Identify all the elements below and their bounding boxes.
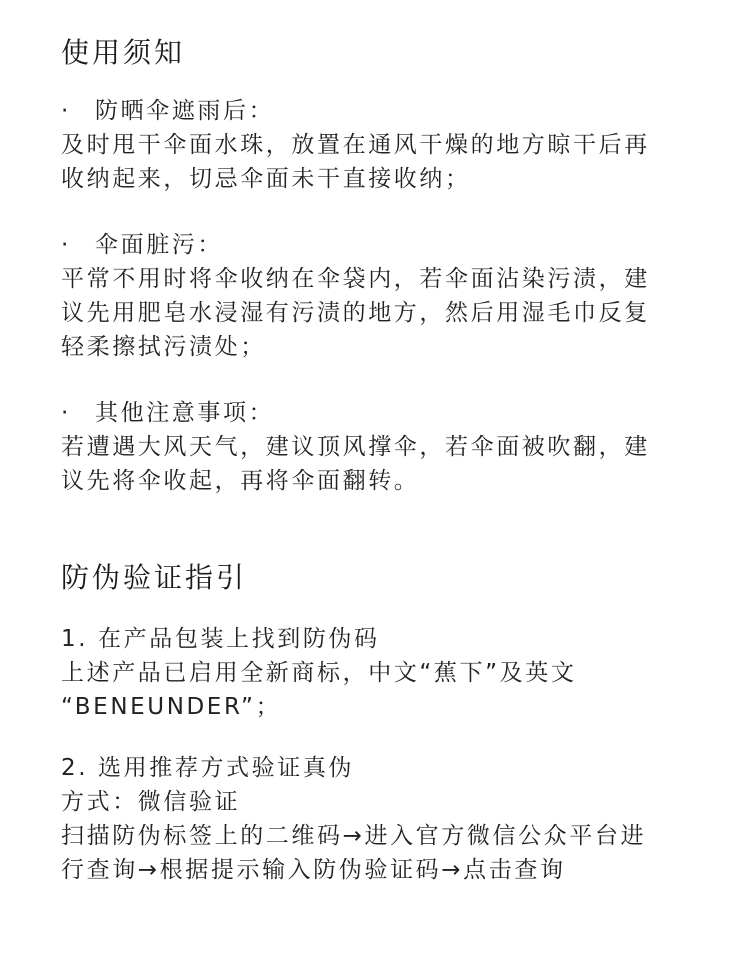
- usage-item-heading: 伞面脏污：: [95, 232, 223, 258]
- verify-title: 防伪验证指引: [61, 561, 248, 594]
- usage-item-text-line: 收纳起来，切忌伞面未干直接收纳；: [61, 166, 471, 192]
- bullet-dot-icon: ·: [61, 400, 71, 426]
- usage-item-other: [61, 396, 701, 498]
- usage-item-heading-row: [61, 94, 701, 128]
- verify-step-text-line: “BENEUNDER”；: [61, 694, 282, 720]
- verify-step-heading: 2. 选用推荐方式验证真伪: [61, 755, 355, 781]
- usage-title: 使用须知: [61, 36, 186, 69]
- usage-item-text-line: 议先用肥皂水浸湿有污渍的地方，然后用湿毛巾反复: [61, 300, 650, 326]
- usage-item-text-line: 平常不用时将伞收纳在伞袋内，若伞面沾染污渍，建: [61, 266, 650, 292]
- verify-step-1: [61, 622, 701, 724]
- usage-item-heading-row: [61, 228, 701, 262]
- bullet-dot-icon: ·: [61, 98, 71, 124]
- usage-item-heading: 防晒伞遮雨后：: [95, 98, 275, 124]
- bullet-dot-icon: ·: [61, 232, 71, 258]
- usage-item-text-line: 及时甩干伞面水珠，放置在通风干燥的地方晾干后再: [61, 132, 650, 158]
- usage-item-text-line: 轻柔擦拭污渍处；: [61, 334, 266, 360]
- usage-item-dirt: [61, 228, 701, 364]
- usage-item-text-line: 若遭遇大风天气，建议顶风撑伞，若伞面被吹翻，建: [61, 434, 650, 460]
- usage-item-heading-row: [61, 396, 701, 430]
- usage-item-storage: [61, 94, 701, 196]
- verify-step-text-line: 方式：微信验证: [61, 789, 241, 815]
- verify-step-text-line: 扫描防伪标签上的二维码→进入官方微信公众平台进: [61, 823, 647, 849]
- verify-step-text-line: 行查询→根据提示输入防伪验证码→点击查询: [61, 857, 566, 883]
- verify-step-heading: 1. 在产品包装上找到防伪码: [61, 626, 380, 652]
- verify-step-2: [61, 751, 701, 887]
- usage-item-heading: 其他注意事项：: [95, 400, 275, 426]
- usage-item-text-line: 议先将伞收起，再将伞面翻转。: [61, 468, 420, 494]
- verify-step-text-line: 上述产品已启用全新商标，中文“蕉下”及英文: [61, 660, 577, 686]
